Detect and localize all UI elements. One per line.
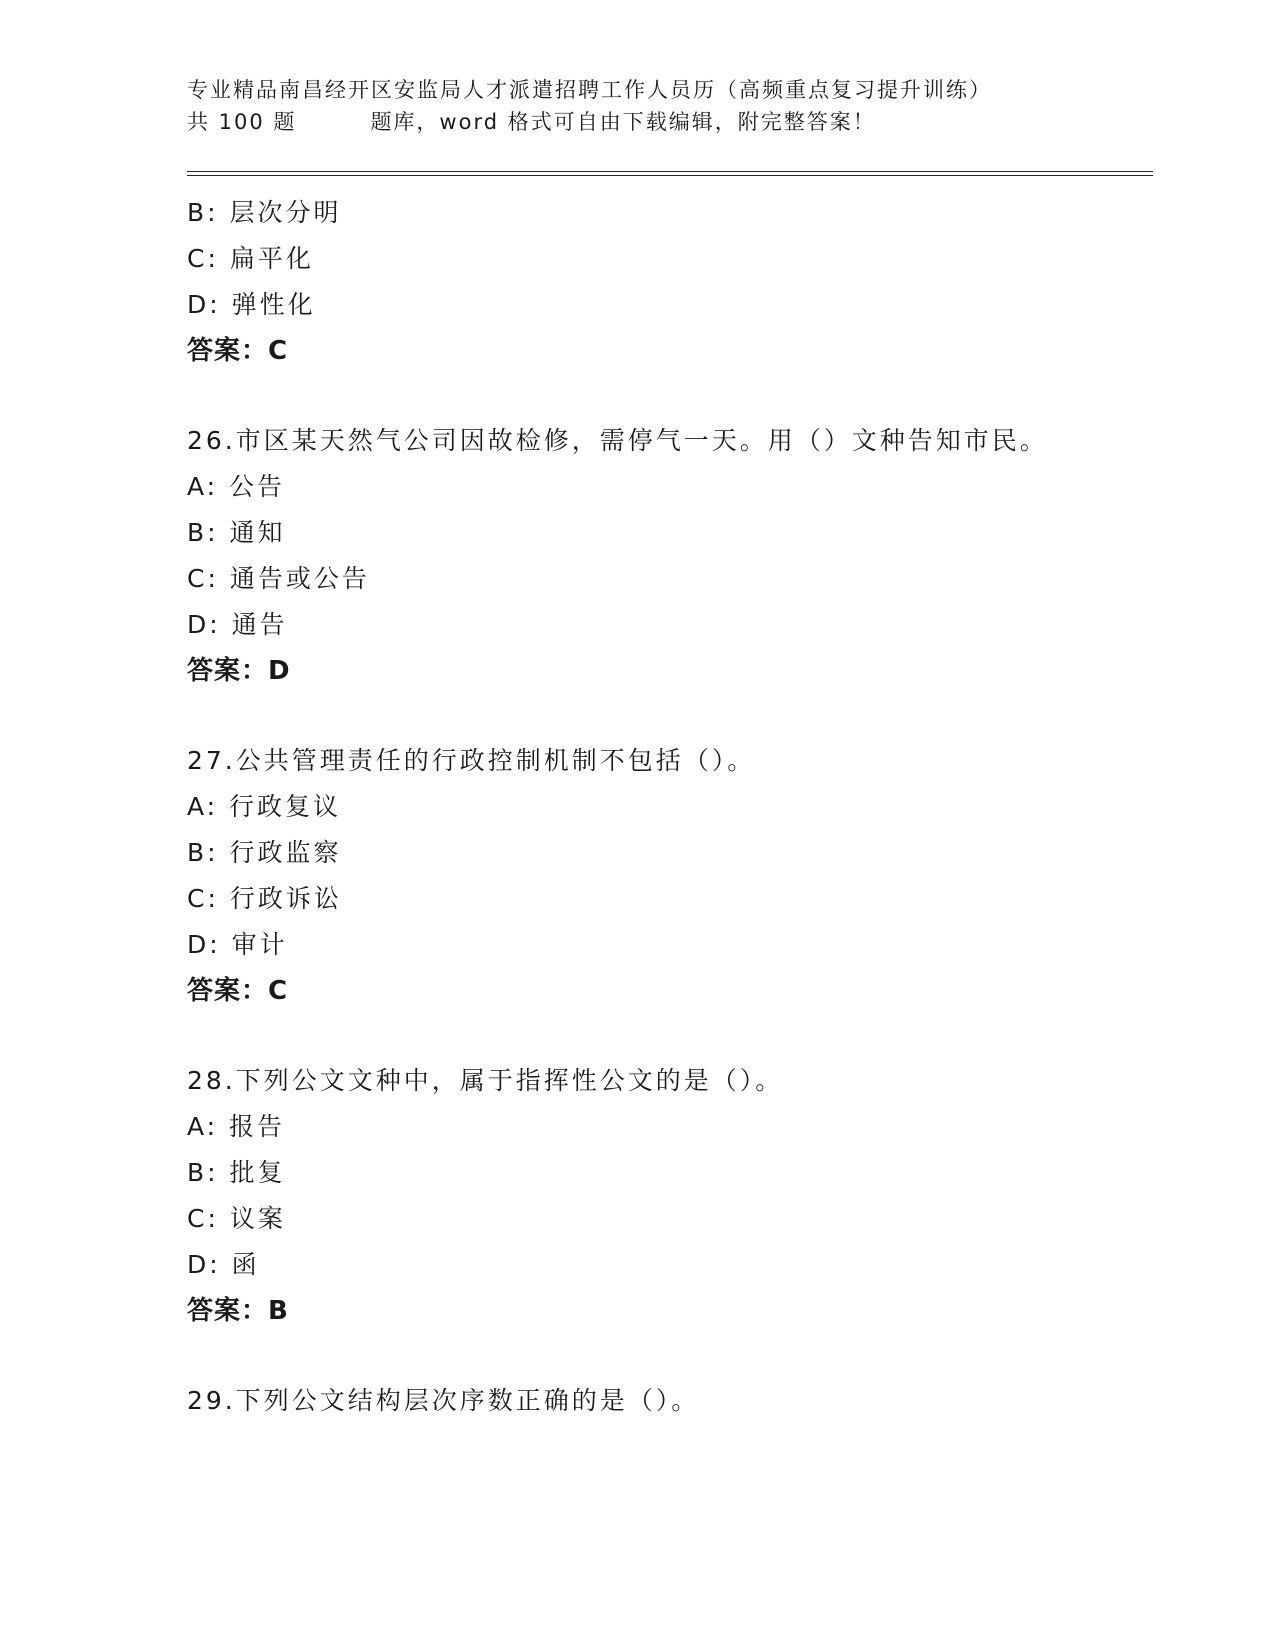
header-subtitle xyxy=(187,106,1087,138)
question-text: 27.公共管理责任的行政控制机制不包括（）。 xyxy=(187,746,756,775)
question-block xyxy=(187,190,1153,374)
option-item: A: 公告 xyxy=(187,472,286,501)
header-rule-top xyxy=(187,171,1153,172)
option-item: D: 审计 xyxy=(187,930,288,959)
question-text: 28.下列公文文种中，属于指挥性公文的是（）。 xyxy=(187,1066,784,1095)
header-rule-bottom xyxy=(187,175,1153,176)
header-title: 专业精品南昌经开区安监局人才派遣招聘工作人员历（高频重点复习提升训练） xyxy=(187,78,992,102)
option-item: B: 层次分明 xyxy=(187,198,342,227)
option-item: C: 行政诉讼 xyxy=(187,884,342,913)
question-block xyxy=(187,738,1153,1014)
page-header xyxy=(187,74,1087,138)
answer-text: 答案：D xyxy=(187,656,291,686)
option-item: C: 议案 xyxy=(187,1204,286,1233)
answer-text: 答案：B xyxy=(187,1296,289,1326)
option-item: B: 批复 xyxy=(187,1158,286,1187)
option-item: D: 通告 xyxy=(187,610,288,639)
option-item: A: 行政复议 xyxy=(187,792,342,821)
answer-text: 答案：C xyxy=(187,976,289,1006)
option-item: A: 报告 xyxy=(187,1112,286,1141)
answer-text: 答案：C xyxy=(187,336,289,366)
option-item: C: 通告或公告 xyxy=(187,564,370,593)
header-description: 题库，word 格式可自由下载编辑，附完整答案！ xyxy=(370,110,876,134)
question-block xyxy=(187,418,1153,694)
question-list xyxy=(187,190,1153,1424)
option-item: D: 弹性化 xyxy=(187,290,316,319)
option-item: B: 通知 xyxy=(187,518,286,547)
question-text: 29.下列公文结构层次序数正确的是（）。 xyxy=(187,1386,700,1415)
question-count: 共 100 题 xyxy=(187,110,297,134)
question-text: 26.市区某天然气公司因故检修，需停气一天。用（）文种告知市民。 xyxy=(187,426,1048,455)
option-item: C: 扁平化 xyxy=(187,244,314,273)
option-item: D: 函 xyxy=(187,1250,260,1279)
question-block xyxy=(187,1058,1153,1334)
option-item: B: 行政监察 xyxy=(187,838,342,867)
question-block xyxy=(187,1378,1153,1424)
